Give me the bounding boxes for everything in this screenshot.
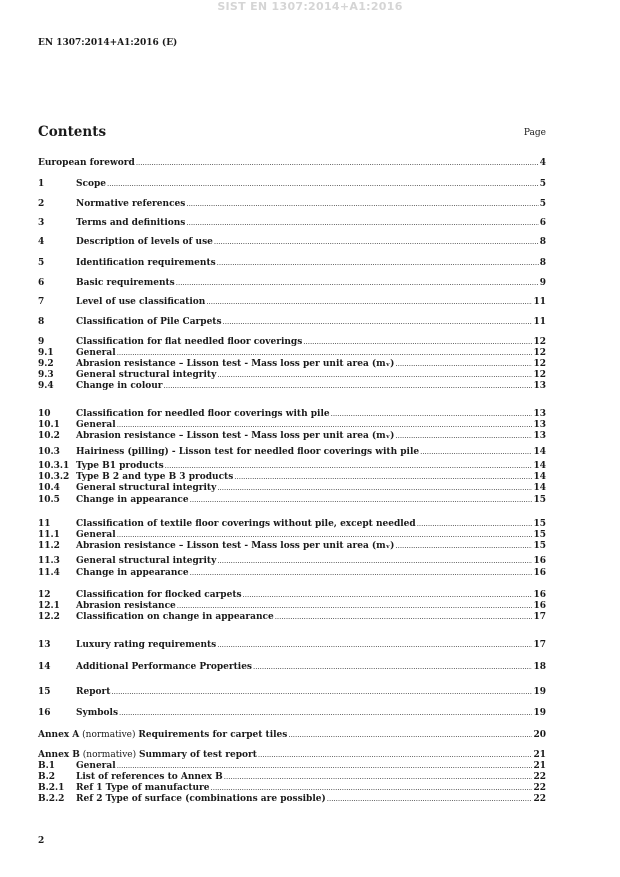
dot-leader: [164, 381, 533, 392]
toc-entry[interactable]: [38, 420, 546, 431]
toc-entry-title: Abrasion resistance – Lisson test - Mass loss per unit area (mᵥ): [76, 431, 395, 441]
toc-entry-number: 8: [38, 317, 45, 327]
toc-entry[interactable]: [38, 541, 546, 552]
toc-entry-title: Classification of textile floor coverings without pile, except needled: [76, 519, 416, 529]
toc-entry[interactable]: [38, 687, 546, 698]
toc-entry-page: 22: [533, 783, 546, 793]
annex-type: (normative): [79, 750, 139, 760]
toc-entry-title: Ref 1 Type of manufacture: [76, 783, 210, 793]
toc-entry[interactable]: [38, 612, 546, 623]
dot-leader: [331, 409, 533, 420]
toc-entry[interactable]: [38, 297, 546, 308]
toc-entry-page: 22: [533, 794, 546, 804]
dot-leader: [395, 541, 532, 552]
toc-entry[interactable]: [38, 483, 546, 494]
dot-leader: [177, 601, 533, 612]
toc-entry[interactable]: [38, 431, 546, 442]
toc-entry-number: 10: [38, 409, 51, 419]
toc-entry-page: 16: [533, 590, 546, 600]
toc-entry-number: 5: [38, 258, 45, 268]
toc-entry-page: 16: [533, 556, 546, 566]
dot-leader: [117, 530, 533, 541]
toc-entry-title: Classification for flat needled floor coverings: [76, 337, 303, 347]
toc-entry-page: 15: [533, 530, 546, 540]
toc-entry-page: 20: [533, 730, 546, 740]
toc-entry-page: 16: [533, 601, 546, 611]
toc-entry-title: Level of use classification: [76, 297, 206, 307]
toc-entry-title: Type B1 products: [76, 461, 164, 471]
toc-entry-title: General: [76, 530, 116, 540]
toc-entry[interactable]: [38, 370, 546, 381]
toc-entry-number: 11.2: [38, 541, 60, 551]
toc-entry[interactable]: [38, 530, 546, 541]
toc-entry-number: B.2: [38, 772, 56, 782]
toc-entry-number: 6: [38, 278, 45, 288]
dot-leader: [217, 483, 532, 494]
toc-entry-number: 9.4: [38, 381, 54, 391]
dot-leader: [186, 218, 538, 229]
toc-entry-number: 10.3: [38, 447, 60, 457]
dot-leader: [214, 237, 539, 248]
toc-entry[interactable]: [38, 409, 546, 420]
toc-entry-number: 12.1: [38, 601, 60, 611]
toc-entry-number: 15: [38, 687, 51, 697]
toc-entry[interactable]: [38, 708, 546, 719]
toc-entry-page: 8: [539, 237, 546, 247]
toc-entry-number: 9.3: [38, 370, 54, 380]
toc-entry-page: 11: [533, 297, 546, 307]
toc-entry-page: 6: [539, 218, 546, 228]
dot-leader: [176, 278, 539, 289]
toc-entry[interactable]: [38, 258, 546, 269]
toc-entry-number: 11.1: [38, 530, 60, 540]
dot-leader: [243, 590, 533, 601]
toc-entry-page: 13: [533, 431, 546, 441]
toc-entry[interactable]: [38, 179, 546, 190]
annex-title: Requirements for carpet tiles: [138, 730, 288, 740]
toc-entry-title: Normative references: [76, 199, 186, 209]
toc-entry-title: Abrasion resistance – Lisson test - Mass loss per unit area (mᵥ): [76, 359, 395, 369]
toc-entry[interactable]: [38, 662, 546, 673]
page-column-label: Page: [523, 128, 546, 138]
toc-entry-number: 10.1: [38, 420, 60, 430]
toc-entry-number: 11: [38, 519, 51, 529]
toc-entry-page: 14: [533, 472, 546, 482]
dot-leader: [190, 495, 533, 506]
dot-leader: [217, 556, 532, 567]
toc-entry[interactable]: [38, 495, 546, 506]
dot-leader: [217, 370, 532, 381]
dot-leader: [186, 199, 538, 210]
dot-leader: [117, 348, 533, 359]
toc-entry[interactable]: [38, 218, 546, 229]
toc-entry-title: European foreword: [38, 158, 135, 168]
dot-leader: [223, 317, 533, 328]
toc-entry-number: 10.3.2: [38, 472, 70, 482]
toc-entry-title: Type B 2 and type B 3 products: [76, 472, 234, 482]
annex-title: Summary of test report: [138, 750, 257, 760]
dot-leader: [420, 447, 532, 458]
toc-entry-title: Classification of Pile Carpets: [76, 317, 222, 327]
toc-entry[interactable]: [38, 730, 546, 741]
toc-entry-title: Change in appearance: [76, 495, 189, 505]
toc-entry[interactable]: [38, 472, 546, 483]
toc-entry-title: Identification requirements: [76, 258, 216, 268]
toc-entry-page: 15: [533, 541, 546, 551]
toc-entry[interactable]: [38, 359, 546, 370]
toc-entry-title: General: [76, 348, 116, 358]
toc-entry-page: 16: [533, 568, 546, 578]
toc-entry-page: 13: [533, 381, 546, 391]
toc-entry-page: 12: [533, 370, 546, 380]
toc-entry-page: 21: [533, 750, 546, 760]
toc-entry-page: 19: [533, 708, 546, 718]
toc-entry-title: General: [76, 420, 116, 430]
toc-entry-page: 22: [533, 772, 546, 782]
toc-entry[interactable]: [38, 348, 546, 359]
watermark: SIST EN 1307:2014+A1:2016: [217, 0, 403, 13]
toc-entry[interactable]: [38, 447, 546, 458]
toc-entry-page: 12: [533, 348, 546, 358]
dot-leader: [327, 794, 533, 805]
toc-entry-title: [38, 750, 257, 761]
toc-entry[interactable]: [38, 640, 546, 651]
toc-entry-title: General structural integrity: [76, 370, 217, 380]
dot-leader: [275, 612, 533, 623]
annex-label: Annex A: [38, 730, 80, 740]
dot-leader: [165, 461, 533, 472]
toc-entry-page: 15: [533, 519, 546, 529]
toc-entry-page: 15: [533, 495, 546, 505]
toc-entry-number: 1: [38, 179, 45, 189]
toc-entry-title: Report: [76, 687, 111, 697]
dot-leader: [288, 730, 532, 741]
toc-entry-page: 9: [539, 278, 546, 288]
toc-entry-number: 4: [38, 237, 45, 247]
toc-entry-page: 5: [539, 179, 546, 189]
toc-entry[interactable]: [38, 519, 546, 530]
toc-entry-title: Change in colour: [76, 381, 163, 391]
toc-entry-number: 9.1: [38, 348, 54, 358]
toc-entry-number: 9: [38, 337, 45, 347]
toc-entry-page: 17: [533, 640, 546, 650]
dot-leader: [107, 179, 539, 190]
toc-entry-number: 7: [38, 297, 45, 307]
toc-entry-number: B.2.2: [38, 794, 65, 804]
toc-entry-title: Hairiness (pilling) - Lisson test for needled floor coverings with pile: [76, 447, 420, 457]
annex-label: Annex B: [38, 750, 80, 760]
toc-entry[interactable]: [38, 317, 546, 328]
toc-entry[interactable]: [38, 278, 546, 289]
dot-leader: [224, 772, 533, 783]
toc-entry-title: General structural integrity: [76, 556, 217, 566]
toc-entry[interactable]: [38, 199, 546, 210]
toc-entry-page: 12: [533, 359, 546, 369]
dot-leader: [119, 708, 532, 719]
toc-entry-title: Classification for flocked carpets: [76, 590, 242, 600]
toc-entry-page: 4: [539, 158, 546, 168]
toc-entry[interactable]: [38, 750, 546, 761]
toc-entry-number: 12.2: [38, 612, 60, 622]
dot-leader: [217, 258, 539, 269]
document-id: EN 1307:2014+A1:2016 (E): [38, 38, 178, 48]
toc-entry-title: Abrasion resistance: [76, 601, 176, 611]
toc-entry-number: 3: [38, 218, 45, 228]
dot-leader: [217, 640, 532, 651]
toc-entry-number: 16: [38, 708, 51, 718]
toc-entry-title: General structural integrity: [76, 483, 217, 493]
toc-entry-title: List of references to Annex B: [76, 772, 223, 782]
dot-leader: [253, 662, 532, 673]
toc-entry-number: 11.3: [38, 556, 60, 566]
toc-entry[interactable]: [38, 556, 546, 567]
toc-entry-page: 14: [533, 461, 546, 471]
toc-entry-title: Scope: [76, 179, 107, 189]
toc-entry-title: [38, 730, 287, 741]
toc-entry[interactable]: [38, 783, 546, 794]
toc-entry-page: 21: [533, 761, 546, 771]
toc-entry-title: Change in appearance: [76, 568, 189, 578]
toc-entry-number: 14: [38, 662, 51, 672]
toc-entry-title: Classification for needled floor coverings with pile: [76, 409, 330, 419]
toc-entry-title: Terms and definitions: [76, 218, 186, 228]
toc-entry-title: General: [76, 761, 116, 771]
dot-leader: [117, 420, 533, 431]
toc-entry[interactable]: [38, 761, 546, 772]
dot-leader: [417, 519, 533, 530]
annex-type: (normative): [79, 730, 139, 740]
toc-entry[interactable]: [38, 568, 546, 579]
toc-entry-title: Symbols: [76, 708, 119, 718]
dot-leader: [206, 297, 532, 308]
toc-entry-number: 13: [38, 640, 51, 650]
dot-leader: [303, 337, 532, 348]
toc-entry[interactable]: [38, 381, 546, 392]
toc-entry-page: 14: [533, 483, 546, 493]
dot-leader: [234, 472, 532, 483]
toc-entry-title: Classification on change in appearance: [76, 612, 274, 622]
toc-entry-number: 10.2: [38, 431, 60, 441]
toc-entry-title: Basic requirements: [76, 278, 175, 288]
toc-entry-page: 13: [533, 409, 546, 419]
toc-entry[interactable]: [38, 237, 546, 248]
dot-leader: [395, 431, 532, 442]
toc-entry-title: Ref 2 Type of surface (combinations are possible): [76, 794, 326, 804]
contents-title: Contents: [38, 124, 107, 140]
dot-leader: [136, 158, 539, 169]
toc-entry-number: 10.4: [38, 483, 60, 493]
toc-entry[interactable]: [38, 337, 546, 348]
toc-entry-title: Additional Performance Properties: [76, 662, 252, 672]
toc-entry[interactable]: [38, 601, 546, 612]
dot-leader: [117, 761, 533, 772]
toc-entry-number: 10.5: [38, 495, 60, 505]
toc-entry-title: Description of levels of use: [76, 237, 213, 247]
toc-entry[interactable]: [38, 158, 546, 169]
toc-entry-page: 13: [533, 420, 546, 430]
toc-entry[interactable]: [38, 590, 546, 601]
toc-entry[interactable]: [38, 461, 546, 472]
toc-entry[interactable]: [38, 772, 546, 783]
dot-leader: [111, 687, 532, 698]
toc-entry-title: Abrasion resistance – Lisson test - Mass loss per unit area (mᵥ): [76, 541, 395, 551]
toc-entry-page: 11: [533, 317, 546, 327]
toc-entry-number: 2: [38, 199, 45, 209]
dot-leader: [211, 783, 533, 794]
toc-entry-number: 9.2: [38, 359, 54, 369]
toc-entry-page: 17: [533, 612, 546, 622]
toc-entry-page: 19: [533, 687, 546, 697]
toc-entry-page: 18: [533, 662, 546, 672]
toc-entry-number: 11.4: [38, 568, 60, 578]
toc-entry-number: B.2.1: [38, 783, 65, 793]
toc-entry-number: 12: [38, 590, 51, 600]
toc-entry-page: 14: [533, 447, 546, 457]
toc-entry-number: B.1: [38, 761, 56, 771]
toc-entry-title: Luxury rating requirements: [76, 640, 217, 650]
toc-entry-page: 8: [539, 258, 546, 268]
dot-leader: [395, 359, 532, 370]
dot-leader: [258, 750, 533, 761]
dot-leader: [190, 568, 533, 579]
toc-entry-page: 5: [539, 199, 546, 209]
toc-entry[interactable]: [38, 794, 546, 805]
toc-entry-number: 10.3.1: [38, 461, 70, 471]
toc-entry-page: 12: [533, 337, 546, 347]
page-number: 2: [38, 836, 45, 846]
